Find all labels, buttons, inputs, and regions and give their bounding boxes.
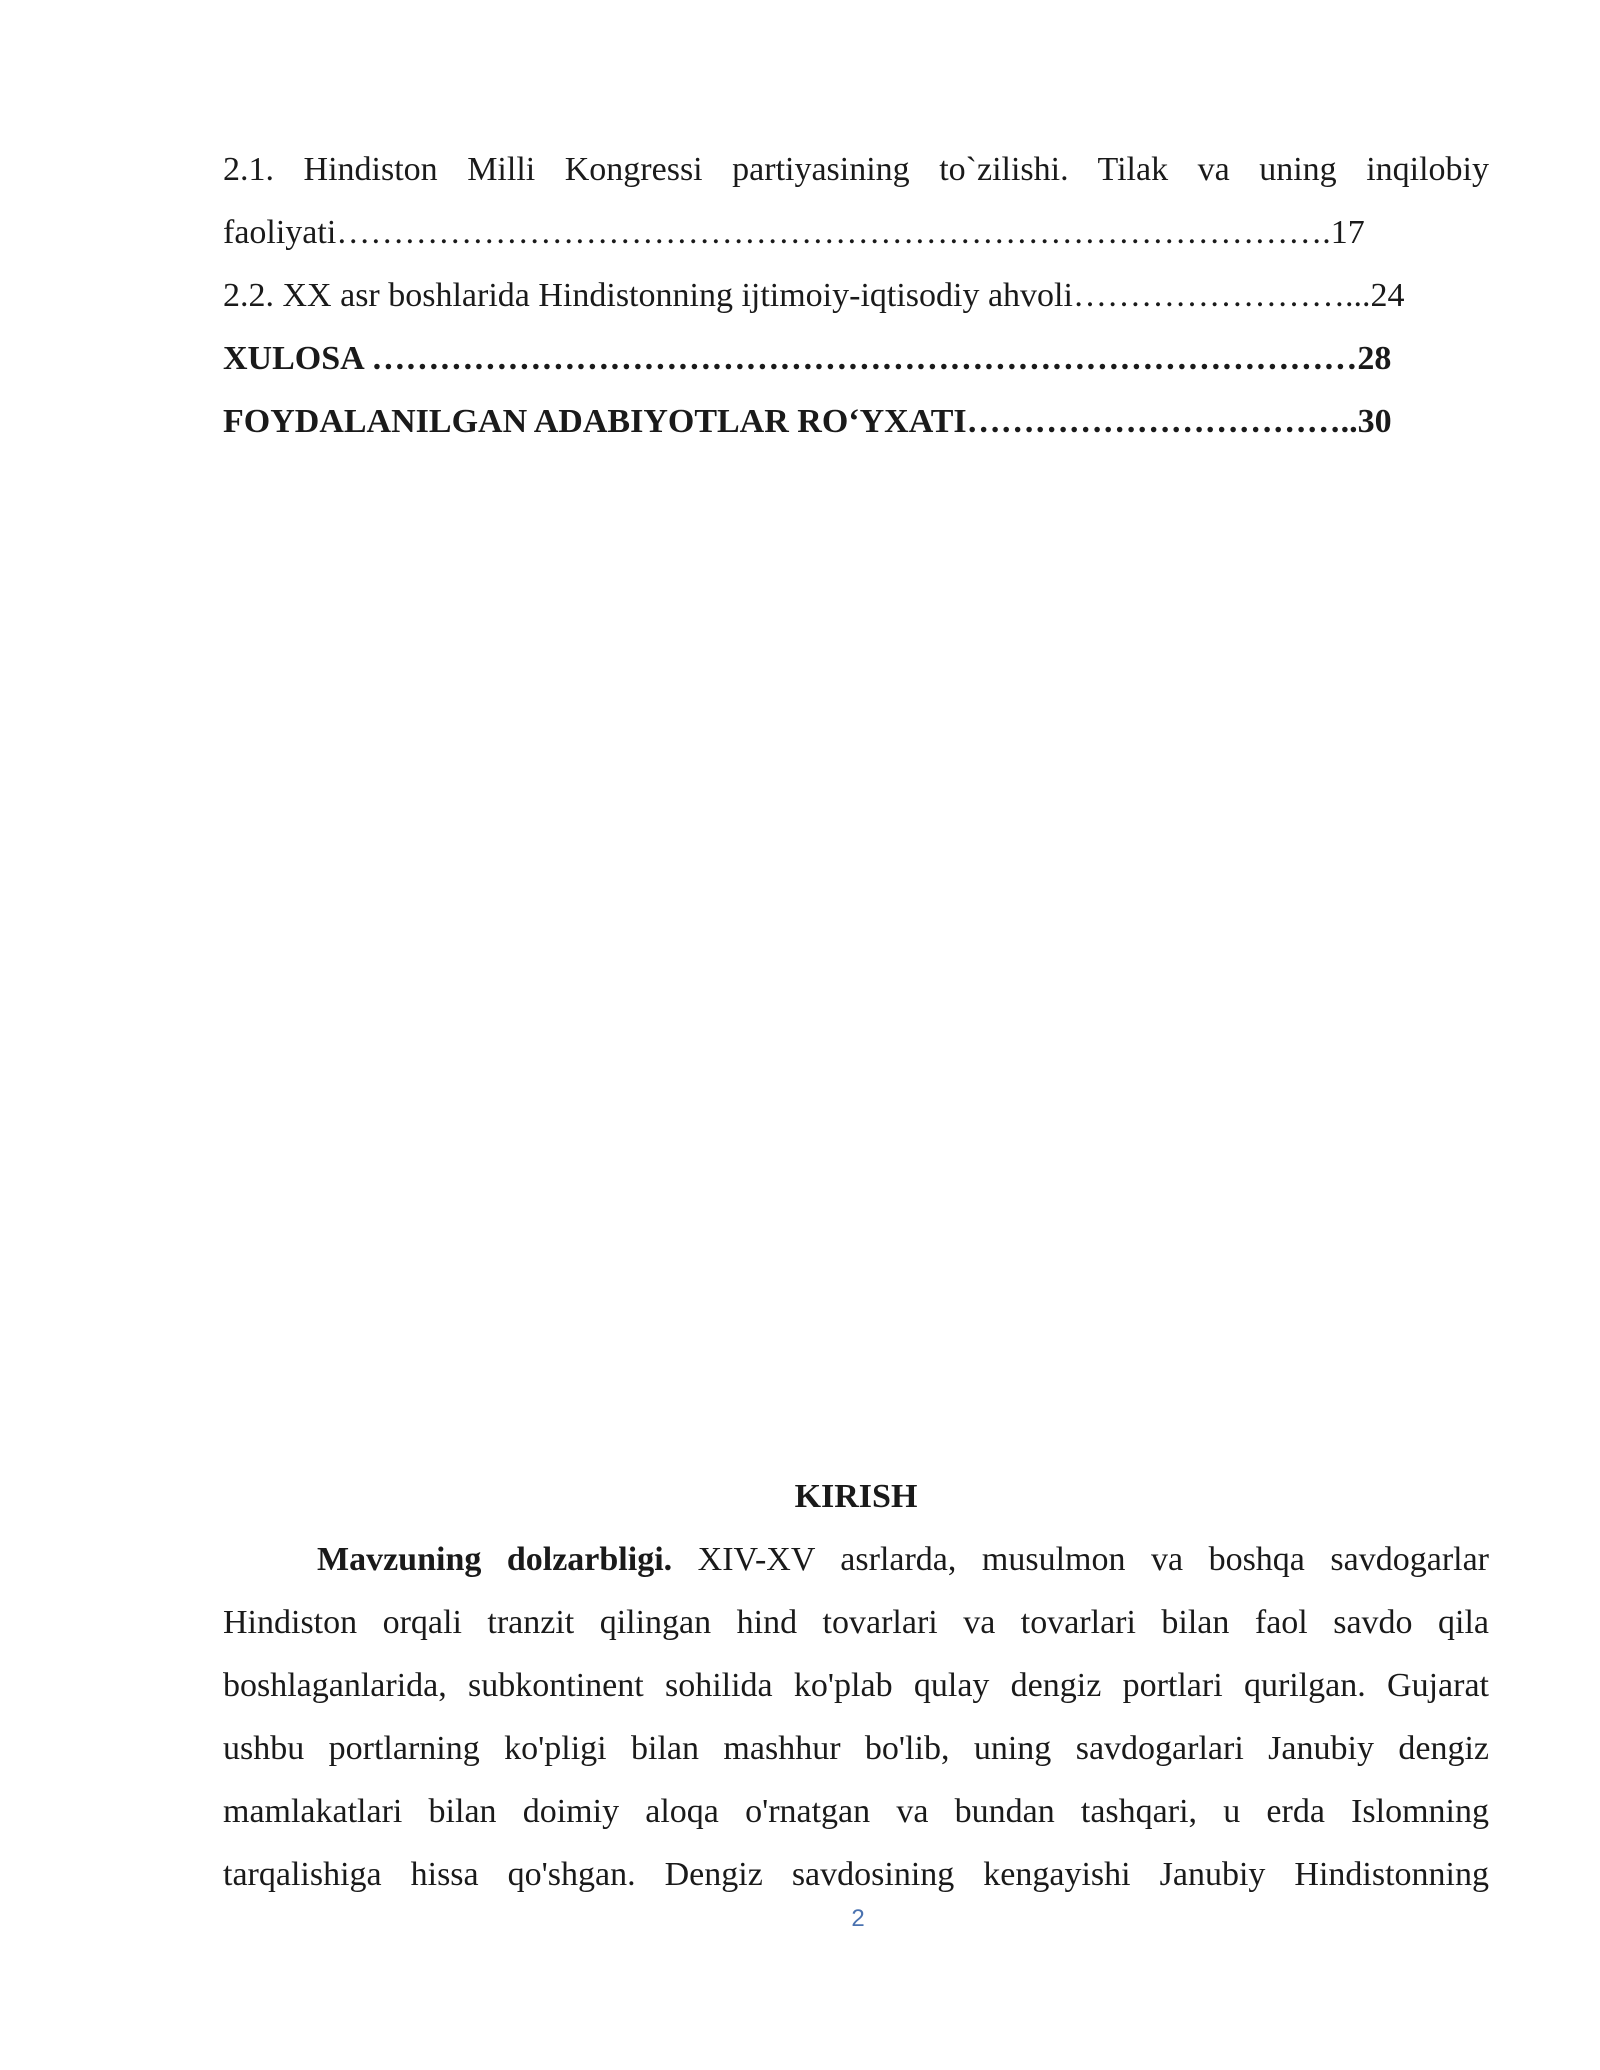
paragraph-line: Hindiston orqali tranzit qilingan hind tovarlari va tovarlari bilan faol savdo qila xyxy=(223,1604,1489,1641)
section-heading: KIRISH xyxy=(794,1478,918,1515)
paragraph-line-text: XIV-XV asrlarda, musulmon va boshqa savdogarlar xyxy=(672,1541,1490,1578)
toc-entry-adabiyotlar: FOYDALANILGAN ADABIYOTLAR RO‘YXATI……………………………..30 xyxy=(223,403,1392,440)
paragraph-line xyxy=(223,1528,1489,1591)
page-number: 2 xyxy=(851,1905,865,1932)
toc-entry-xulosa: XULOSA ……………………………………………………………………………28 xyxy=(223,340,1392,377)
paragraph-line: mamlakatlari bilan doimiy aloqa o'rnatgan va bundan tashqari, u erda Islomning xyxy=(223,1793,1489,1830)
paragraph-line: ushbu portlarning ko'pligi bilan mashhur bo'lib, uning savdogarlari Janubiy dengiz xyxy=(223,1730,1489,1767)
paragraph-line: boshlaganlarida, subkontinent sohilida ko'plab qulay dengiz portlari qurilgan. Gujarat xyxy=(223,1667,1489,1704)
toc-entry-2-1-continued: faoliyati…………………………………………………………………………….17 xyxy=(223,214,1365,251)
toc-entry-2-2: 2.2. XX asr boshlarida Hindistonning ijtimoiy-iqtisodiy ahvoli……………………...24 xyxy=(223,277,1405,314)
table-of-contents xyxy=(223,138,1489,453)
paragraph-lead: Mavzuning dolzarbligi. xyxy=(317,1541,673,1578)
paragraph-line: tarqalishiga hissa qo'shgan. Dengiz savdosining kengayishi Janubiy Hindistonning xyxy=(223,1856,1489,1893)
toc-entry-2-1: 2.1. Hindiston Milli Kongressi partiyasining to`zilishi. Tilak va uning inqilobiy xyxy=(223,151,1489,188)
introduction-section xyxy=(223,1465,1489,1906)
